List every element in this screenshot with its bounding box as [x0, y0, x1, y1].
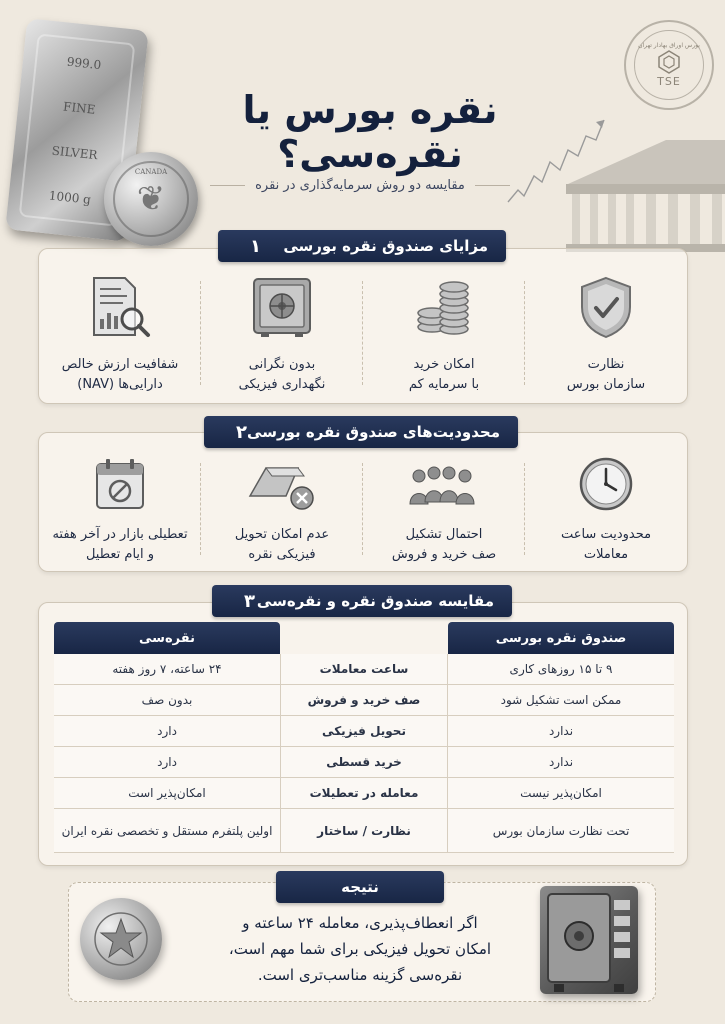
cell-feature: صف خرید و فروش — [280, 685, 448, 715]
coin-text: CANADA — [134, 168, 168, 176]
advantage-card-low-capital — [363, 271, 525, 395]
limitation-line2: صف خرید و فروش — [391, 547, 497, 562]
advantage-line2: دارایی‌ها (NAV) — [77, 377, 163, 392]
silver-bar-x-icon — [246, 456, 318, 512]
page-subtitle: مقایسه دو روش سرمایه‌گذاری در نقره — [255, 178, 465, 193]
cell-feature: ساعت معاملات — [280, 654, 448, 684]
table-row — [54, 654, 674, 685]
conclusion-line1: اگر انعطاف‌پذیری، معامله ۲۴ ساعته و — [242, 914, 478, 932]
advantages-panel — [38, 248, 688, 404]
col-header-noghresi: نقره‌سی — [54, 622, 280, 654]
advantage-line2: با سرمایه کم — [408, 377, 480, 392]
table-row — [54, 685, 674, 716]
table-row — [54, 716, 674, 747]
limitation-card-holidays — [39, 453, 201, 565]
cell-fund: ممکن است تشکیل شود — [500, 693, 622, 707]
section3-title: مقایسه صندوق نقره و نقره‌سی — [256, 592, 494, 610]
advantage-card-supervision — [525, 271, 687, 395]
col-header-fund: صندوق نقره بورسی — [448, 622, 674, 654]
vault-icon — [251, 276, 313, 338]
bar-purity: 999.0 — [66, 54, 102, 72]
maple-leaf-icon: ❦ — [113, 161, 189, 237]
advantage-line1: امکان خرید — [413, 357, 475, 372]
conclusion-title: نتیجه — [341, 878, 379, 896]
document-search-icon — [89, 275, 151, 339]
bar-silver: SILVER — [51, 143, 99, 162]
cell-noghresi: ۲۴ ساعته، ۷ روز هفته — [112, 662, 222, 676]
calendar-blocked-icon — [94, 457, 146, 511]
coin-stack-icon — [414, 277, 474, 337]
advantage-line1: شفافیت ارزش خالص — [61, 357, 179, 372]
page-title: نقره بورس یا نقره‌سی؟ — [242, 88, 498, 176]
seal-top-text: بورس اوراق بهادار تهران — [638, 42, 700, 49]
section1-number: ۱ — [250, 235, 261, 257]
seal-bottom-text: TSE — [657, 75, 681, 88]
safe-icon — [540, 886, 638, 994]
safe-image — [540, 886, 638, 994]
subtitle-row — [210, 178, 510, 193]
tse-seal — [624, 20, 714, 110]
table-row — [54, 747, 674, 778]
advantage-line2: نگهداری فیزیکی — [238, 377, 326, 392]
section2-number: ۲ — [236, 421, 247, 443]
star-medal-image — [80, 898, 162, 980]
cell-fund: تحت نظارت سازمان بورس — [492, 823, 630, 838]
cell-noghresi: دارد — [157, 755, 177, 769]
cell-noghresi: دارد — [157, 724, 177, 738]
advantage-card-no-storage — [201, 271, 363, 395]
comparison-table — [54, 622, 674, 853]
cell-feature: خرید قسطی — [280, 747, 448, 777]
cell-feature: نظارت / ساختار — [280, 809, 448, 852]
limitation-card-hours — [525, 453, 687, 565]
cell-noghresi: بدون صف — [141, 693, 193, 707]
col-header-feature — [280, 622, 448, 654]
table-header — [54, 622, 674, 654]
cell-noghresi: امکان‌پذیر است — [128, 786, 206, 800]
table-row — [54, 778, 674, 809]
conclusion-line2: امکان تحویل فیزیکی برای شما مهم است، — [228, 940, 492, 958]
cell-feature: معامله در تعطیلات — [280, 778, 448, 808]
conclusion-text — [200, 910, 520, 988]
cell-fund: ندارد — [548, 755, 574, 769]
advantage-line2: سازمان بورس — [566, 377, 646, 392]
tse-logo-icon — [656, 49, 682, 75]
advantage-line1: بدون نگرانی — [248, 357, 316, 372]
people-queue-icon — [409, 462, 479, 506]
cell-feature: تحویل فیزیکی — [280, 716, 448, 746]
limitations-cards — [39, 453, 687, 565]
subtitle-divider — [210, 185, 245, 186]
table-row — [54, 809, 674, 853]
cell-noghresi: اولین پلتفرم مستقل و تخصصی نقره ایران — [61, 823, 273, 838]
limitation-card-queue — [363, 453, 525, 565]
section3-number: ۳ — [244, 590, 255, 612]
limitation-line2: و ایام تعطیل — [85, 547, 155, 562]
limitation-line2: معاملات — [583, 547, 629, 562]
limitation-line2: فیزیکی نقره — [248, 547, 316, 562]
bar-fine: FINE — [62, 98, 97, 117]
conclusion-banner — [276, 871, 444, 903]
subtitle-divider — [475, 185, 510, 186]
section3-banner — [212, 585, 512, 617]
limitation-line1: تعطیلی بازار در آخر هفته — [52, 527, 188, 542]
cell-fund: ندارد — [548, 724, 574, 738]
star-icon — [91, 909, 151, 969]
limitation-line1: احتمال تشکیل — [405, 527, 483, 542]
advantage-card-nav — [39, 271, 201, 395]
clock-icon — [578, 456, 634, 512]
section1-title: مزایای صندوق نقره بورسی — [283, 237, 488, 255]
limitation-line1: محدودیت ساعت — [560, 527, 652, 542]
limitation-card-delivery — [201, 453, 363, 565]
limitation-line1: عدم امکان تحویل — [234, 527, 330, 542]
shield-check-icon — [577, 275, 635, 339]
section2-banner — [204, 416, 518, 448]
conclusion-line3: نقره‌سی گزینه مناسب‌تری است. — [257, 966, 463, 984]
section1-banner — [218, 230, 506, 262]
cell-fund: امکان‌پذیر نیست — [520, 786, 602, 800]
limitations-panel — [38, 432, 688, 572]
advantage-line1: نظارت — [587, 357, 625, 372]
cell-fund: ۹ تا ۱۵ روزهای کاری — [509, 662, 613, 676]
section2-title: محدودیت‌های صندوق نقره بورسی — [247, 423, 500, 441]
bar-weight: 1000 g — [48, 187, 92, 207]
advantages-cards — [39, 271, 687, 395]
